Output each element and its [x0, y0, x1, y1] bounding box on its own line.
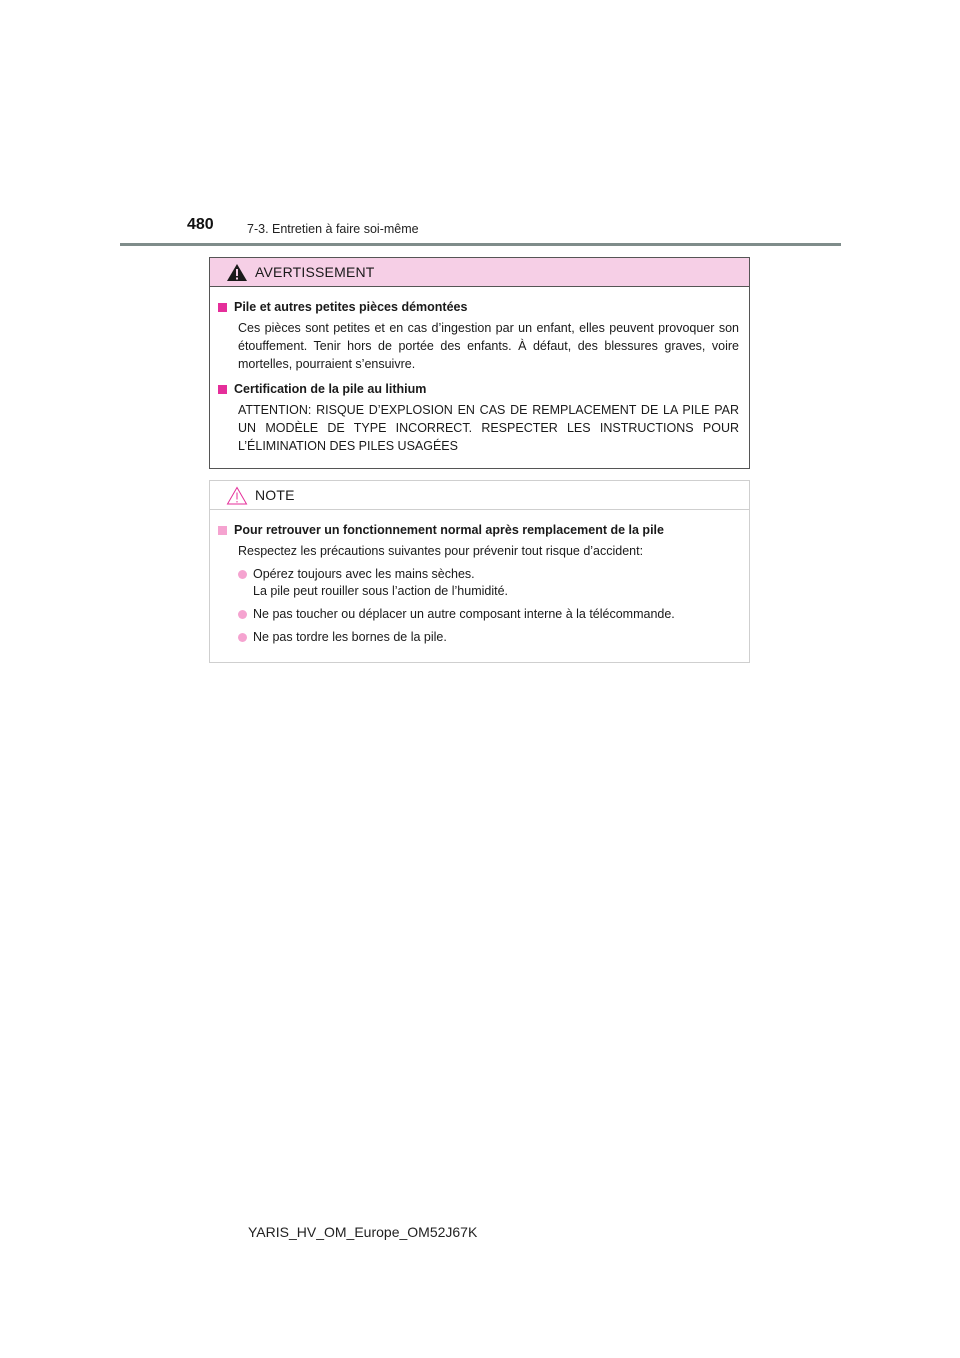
section-title: 7-3. Entretien à faire soi-même	[247, 222, 419, 236]
header-rule	[120, 243, 841, 246]
square-bullet-icon	[218, 303, 227, 312]
note-box	[209, 480, 750, 663]
note-bullet: Opérez toujours avec les mains sèches. La pile peut rouiller sous l’action de l’humidité.	[238, 566, 739, 600]
warning-header	[210, 258, 749, 287]
warning-heading: AVERTISSEMENT	[255, 264, 375, 280]
circle-bullet-icon	[238, 633, 247, 642]
page-number: 480	[187, 216, 214, 233]
note-item-text: Respectez les précautions suivantes pour prévenir tout risque d’accident:	[238, 544, 644, 558]
note-item-title: Pour retrouver un fonctionnement normal après remplacement de la pile	[218, 522, 739, 538]
warning-item-title: Certification de la pile au lithium	[218, 381, 739, 397]
note-heading: NOTE	[255, 487, 295, 503]
note-bullet: Ne pas tordre les bornes de la pile.	[238, 629, 739, 646]
warning-body	[210, 287, 749, 455]
note-header	[210, 481, 749, 510]
note-bullet: Ne pas toucher ou déplacer un autre composant interne à la télécommande.	[238, 606, 739, 623]
warning-box	[209, 257, 750, 469]
warning-triangle-icon	[226, 263, 248, 282]
circle-bullet-icon	[238, 570, 247, 579]
footer-document-code: YARIS_HV_OM_Europe_OM52J67K	[248, 1224, 478, 1240]
note-body	[210, 510, 749, 646]
square-bullet-icon	[218, 385, 227, 394]
square-bullet-icon	[218, 526, 227, 535]
warning-item-text: Ces pièces sont petites et en cas d’ingestion par un enfant, elles peuvent provoquer son étouffement. Tenir hors de portée des enfants. À défaut, des blessures graves, voire mortelles, pourraient s’ensuivre.	[238, 321, 739, 371]
warning-item-title: Pile et autres petites pièces démontées	[218, 299, 739, 315]
circle-bullet-icon	[238, 610, 247, 619]
warning-item-text: ATTENTION: RISQUE D’EXPLOSION EN CAS DE REMPLACEMENT DE LA PILE PAR UN MODÈLE DE TYPE INCORRECT. RESPECTER LES INSTRUCTIONS POUR L’ÉLIMINATION DES PILES USAGÉES	[238, 403, 739, 453]
caution-triangle-icon	[226, 486, 248, 505]
